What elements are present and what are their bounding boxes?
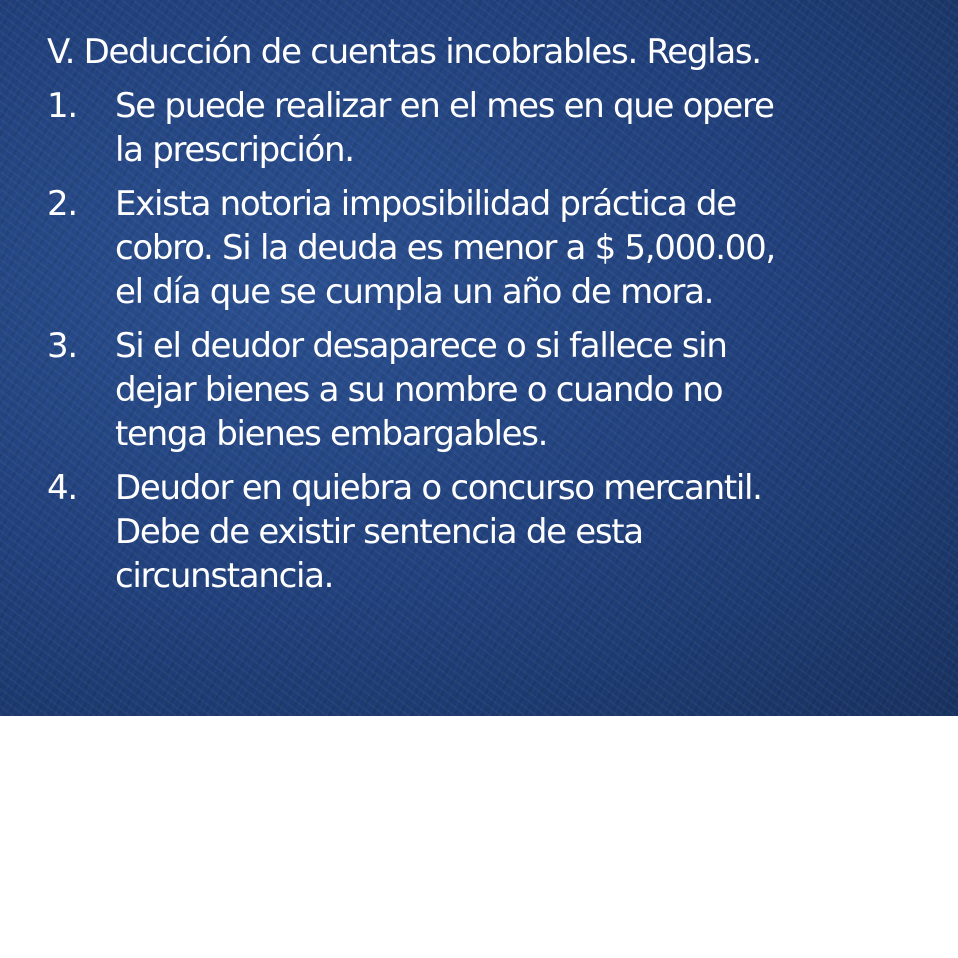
item-line: Deudor en quiebra o concurso mercantil.: [115, 468, 762, 508]
list-item: [47, 466, 927, 598]
item-number: 1.: [47, 86, 77, 126]
item-line: Se puede realizar en el mes en que opere: [115, 86, 774, 126]
item-text: [115, 324, 927, 456]
item-number: 4.: [47, 468, 77, 508]
item-line: Si el deudor desaparece o si fallece sin: [115, 326, 727, 366]
item-line: la prescripción.: [115, 130, 354, 170]
item-line: cobro. Si la deuda es menor a $ 5,000.00,: [115, 228, 775, 268]
item-line: Exista notoria imposibilidad práctica de: [115, 184, 736, 224]
item-line: el día que se cumpla un año de mora.: [115, 272, 714, 312]
item-line: circunstancia.: [115, 556, 334, 596]
item-line: dejar bienes a su nombre o cuando no: [115, 370, 723, 410]
item-text: [115, 466, 927, 598]
item-number: 3.: [47, 326, 77, 366]
item-line: Debe de existir sentencia de esta: [115, 512, 643, 552]
list-item: [47, 182, 927, 314]
list-item: [47, 324, 927, 456]
item-number: 2.: [47, 184, 77, 224]
slide-title: V. Deducción de cuentas incobrables. Reglas.: [47, 32, 761, 72]
slide-content: [47, 30, 927, 608]
list-item: [47, 84, 927, 172]
item-text: [115, 182, 927, 314]
item-text: [115, 84, 927, 172]
item-line: tenga bienes embargables.: [115, 414, 548, 454]
